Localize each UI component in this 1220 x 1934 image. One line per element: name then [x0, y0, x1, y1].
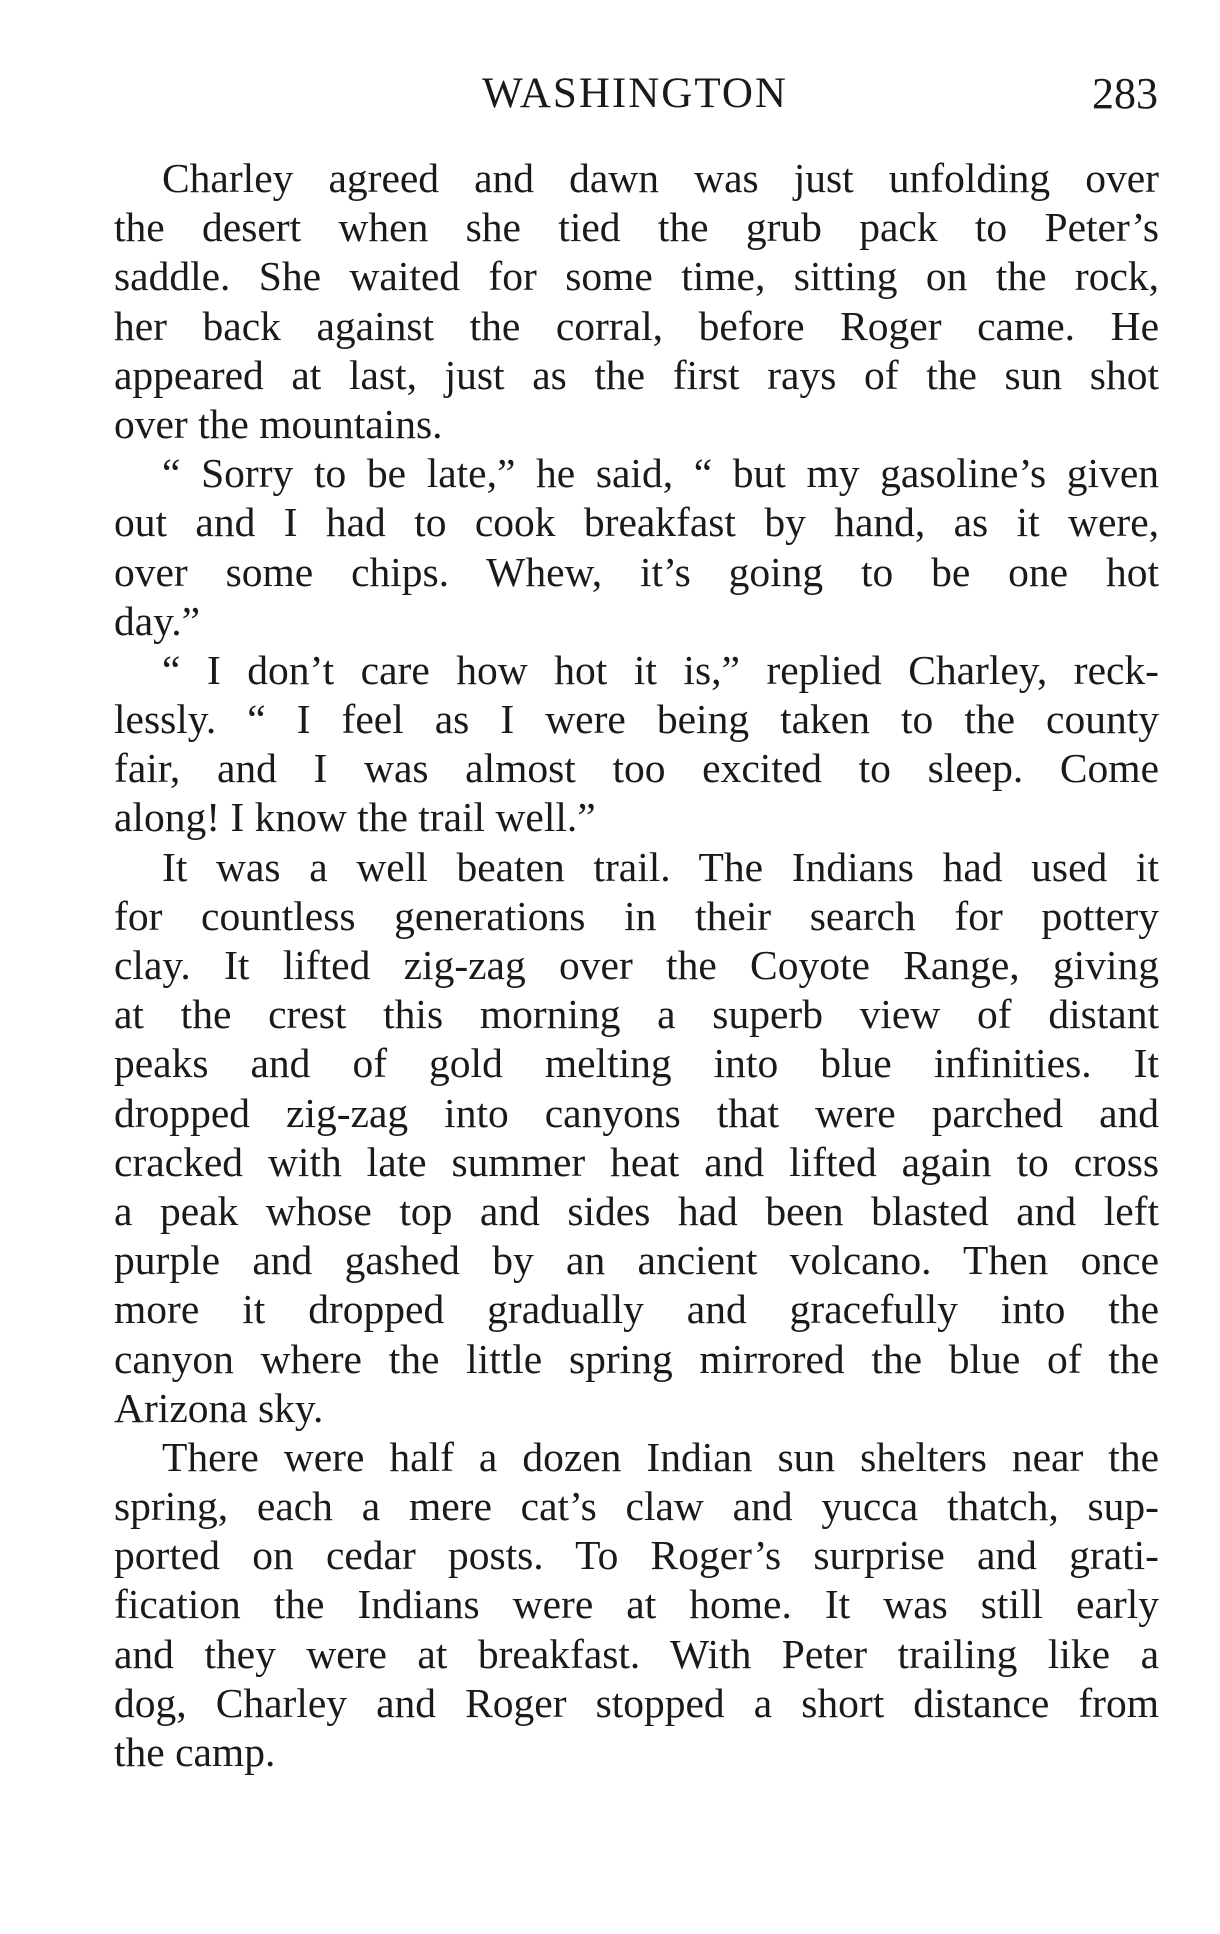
- text-line: over the mountains.: [114, 400, 443, 447]
- text-line: lessly. “ I feel as I were being taken to the county: [114, 696, 1159, 743]
- text-line: canyon where the little spring mirrored the blue of the: [114, 1335, 1159, 1382]
- text-line: It was a well beaten trail. The Indians had used it: [162, 843, 1159, 890]
- text-line: appeared at last, just as the first rays of the sun shot: [114, 351, 1159, 398]
- text-line: the camp.: [114, 1729, 276, 1775]
- text-line: over some chips. Whew, it’s going to be one hot: [114, 548, 1159, 595]
- text-line: spring, each a mere cat’s claw and yucca thatch, sup-: [114, 1483, 1159, 1530]
- text-line: a peak whose top and sides had been blasted and left: [114, 1187, 1159, 1234]
- text-line: dropped zig-zag into canyons that were parched and: [114, 1089, 1159, 1136]
- text-line: Charley agreed and dawn was just unfolding over: [162, 155, 1159, 201]
- text-line: at the crest this morning a superb view of distant: [114, 991, 1159, 1038]
- text-line: dog, Charley and Roger stopped a short distance from: [114, 1679, 1159, 1726]
- running-head: [112, 64, 1158, 124]
- body-text: [114, 154, 1159, 1777]
- text-line: “ I don’t care how hot it is,” replied Charley, reck-: [162, 646, 1159, 693]
- text-line: saddle. She waited for some time, sitting on the rock,: [114, 253, 1159, 300]
- text-line: Arizona sky.: [114, 1384, 324, 1431]
- text-line: peaks and of gold melting into blue infinities. It: [114, 1040, 1159, 1087]
- text-line: for countless generations in their search for pottery: [114, 892, 1159, 939]
- text-line: purple and gashed by an ancient volcano. Then once: [114, 1237, 1159, 1284]
- text-line: more it dropped gradually and gracefully into the: [114, 1286, 1159, 1333]
- page-number: 283: [1092, 69, 1158, 118]
- text-line: “ Sorry to be late,” he said, “ but my gasoline’s given: [162, 450, 1159, 497]
- text-line: the desert when she tied the grub pack to Peter’s: [114, 204, 1159, 251]
- text-line: out and I had to cook breakfast by hand, as it were,: [114, 499, 1159, 546]
- text-line: ported on cedar posts. To Roger’s surprise and grati-: [114, 1532, 1159, 1579]
- running-title: WASHINGTON: [482, 70, 788, 117]
- text-line: her back against the corral, before Roger came. He: [114, 302, 1159, 349]
- text-line: day.”: [114, 597, 201, 644]
- text-line: and they were at breakfast. With Peter trailing like a: [114, 1630, 1159, 1677]
- text-line: cracked with late summer heat and lifted again to cross: [114, 1138, 1159, 1185]
- text-line: clay. It lifted zig-zag over the Coyote Range, giving: [114, 942, 1159, 988]
- text-line: There were half a dozen Indian sun shelters near the: [162, 1433, 1159, 1480]
- text-line: fication the Indians were at home. It was still early: [114, 1581, 1159, 1628]
- text-line: fair, and I was almost too excited to sleep. Come: [114, 745, 1159, 792]
- text-line: along! I know the trail well.”: [114, 794, 596, 841]
